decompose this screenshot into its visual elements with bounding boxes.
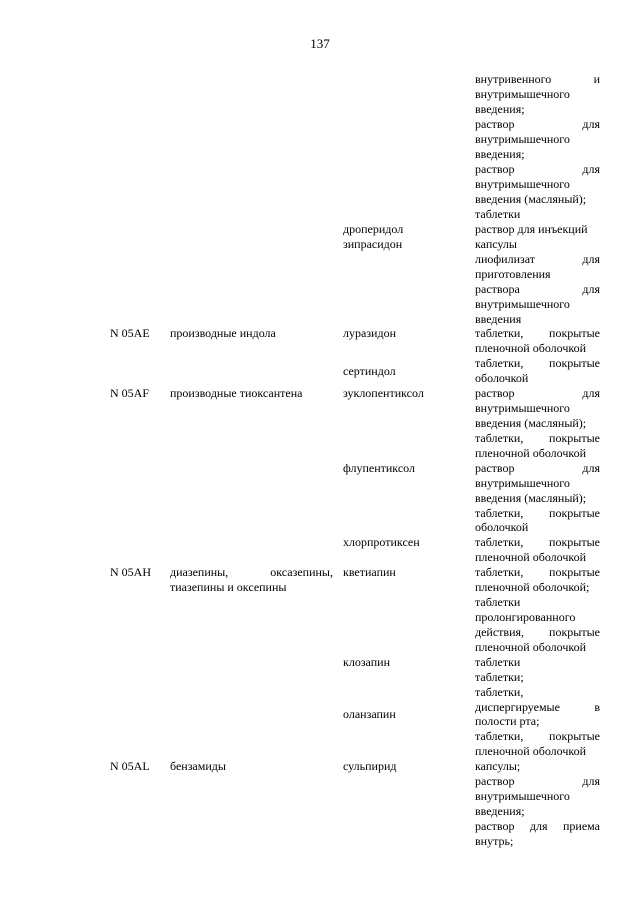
form-line: внутримышечного (475, 476, 570, 490)
form-word: раствора (475, 282, 520, 296)
form-line (475, 282, 600, 297)
drug-name: флупентиксол (343, 461, 415, 475)
form-line: таблетки (475, 207, 521, 221)
form-line: внутримышечного (475, 401, 570, 415)
drug-name: оланзапин (343, 707, 396, 721)
form-line: внутримышечного (475, 789, 570, 803)
form-line (475, 461, 600, 476)
form-line (475, 117, 600, 132)
form-word: для (582, 252, 600, 266)
form-word: покрытые (549, 356, 600, 370)
form-line: введения; (475, 804, 525, 818)
form-line: внутримышечного (475, 132, 570, 146)
form-line: таблетки (475, 655, 521, 669)
group-name-line (170, 565, 333, 580)
form-line: введения; (475, 102, 525, 116)
form-word: покрытые (549, 506, 600, 520)
form-word: таблетки, (475, 565, 524, 579)
form-line: введения (масляный); (475, 416, 587, 430)
form-line: капсулы (475, 237, 517, 251)
form-word: таблетки, (475, 506, 524, 520)
form-word: для (582, 461, 600, 475)
form-word: раствор (475, 461, 515, 475)
group-word: оксазепины, (270, 565, 333, 579)
form-line (475, 252, 600, 267)
drug-name: кветиапин (343, 565, 396, 579)
form-line: полости рта; (475, 714, 540, 728)
form-line (475, 162, 600, 177)
form-line: оболочкой (475, 520, 529, 534)
atc-code: N 05AL (110, 759, 150, 773)
form-word: в (594, 700, 600, 714)
form-line: введения (масляный); (475, 491, 587, 505)
form-line: таблетки (475, 595, 521, 609)
form-line (475, 72, 600, 87)
form-line: внутримышечного (475, 177, 570, 191)
form-word: таблетки, (475, 729, 524, 743)
drug-name: луразидон (343, 326, 397, 340)
drug-name: сульпирид (343, 759, 397, 773)
form-word: и (593, 72, 600, 86)
form-line (475, 819, 600, 834)
form-word: действия, (475, 625, 525, 639)
form-line (475, 729, 600, 744)
form-line: пленочной оболочкой; (475, 580, 590, 594)
form-line: введения (масляный); (475, 192, 587, 206)
drug-name: хлорпротиксен (343, 535, 420, 549)
group-name-line: тиазепины и оксепины (170, 580, 287, 594)
form-word: для (529, 819, 548, 833)
form-word: для (582, 774, 600, 788)
drug-name: сертиндол (343, 364, 396, 378)
form-line: раствор для инъекций (475, 222, 588, 236)
form-line: пленочной оболочкой (475, 550, 587, 564)
form-line: введения (475, 312, 522, 326)
drug-name: зипрасидон (343, 237, 403, 251)
form-line (475, 386, 600, 401)
form-line: внутримышечного (475, 87, 570, 101)
form-word: внутривенного (475, 72, 552, 86)
form-word: для (582, 117, 600, 131)
form-line (475, 535, 600, 550)
form-line: оболочкой (475, 371, 529, 385)
form-word: приема (562, 819, 600, 833)
page-number: 137 (310, 36, 330, 51)
form-word: таблетки, (475, 431, 524, 445)
drug-name: дроперидол (343, 222, 404, 236)
form-line (475, 356, 600, 371)
atc-code: N 05AF (110, 386, 150, 400)
form-line (475, 431, 600, 446)
form-line: внутрь; (475, 834, 514, 848)
form-word: таблетки, (475, 356, 524, 370)
form-word: для (582, 386, 600, 400)
form-word: таблетки, (475, 326, 524, 340)
form-line: таблетки, (475, 685, 524, 699)
form-word: покрытые (549, 625, 600, 639)
group-name: бензамиды (170, 759, 226, 773)
form-line: пленочной оболочкой (475, 744, 587, 758)
form-line (475, 506, 600, 521)
form-word: покрытые (549, 431, 600, 445)
form-line (475, 774, 600, 789)
form-word: раствор (475, 162, 515, 176)
form-word: покрытые (549, 535, 600, 549)
atc-code: N 05AE (110, 326, 150, 340)
form-word: раствор (475, 774, 515, 788)
form-word: раствор (475, 819, 515, 833)
form-line: пролонгированного (475, 610, 576, 624)
form-word: покрытые (549, 729, 600, 743)
form-line: таблетки; (475, 670, 524, 684)
form-line: внутримышечного (475, 297, 570, 311)
form-word: раствор (475, 386, 515, 400)
group-word: диазепины, (170, 565, 229, 579)
form-word: диспергируемые (475, 700, 560, 714)
atc-code: N 05AH (110, 565, 151, 579)
form-line: пленочной оболочкой (475, 640, 587, 654)
drug-name: зуклопентиксол (343, 386, 424, 400)
form-word: для (582, 162, 600, 176)
form-line: пленочной оболочкой (475, 341, 587, 355)
form-line: капсулы; (475, 759, 521, 773)
drug-name: клозапин (343, 655, 390, 669)
form-line (475, 625, 600, 640)
form-word: для (582, 282, 600, 296)
form-word: таблетки, (475, 535, 524, 549)
group-name: производные индола (170, 326, 276, 340)
group-name: производные тиоксантена (170, 386, 303, 400)
form-line: приготовления (475, 267, 551, 281)
form-word: покрытые (549, 326, 600, 340)
form-line (475, 565, 600, 580)
form-word: раствор (475, 117, 515, 131)
form-line: пленочной оболочкой (475, 446, 587, 460)
form-line: введения; (475, 147, 525, 161)
form-line (475, 700, 600, 715)
form-word: лиофилизат (475, 252, 536, 266)
form-word: покрытые (549, 565, 600, 579)
form-line (475, 326, 600, 341)
